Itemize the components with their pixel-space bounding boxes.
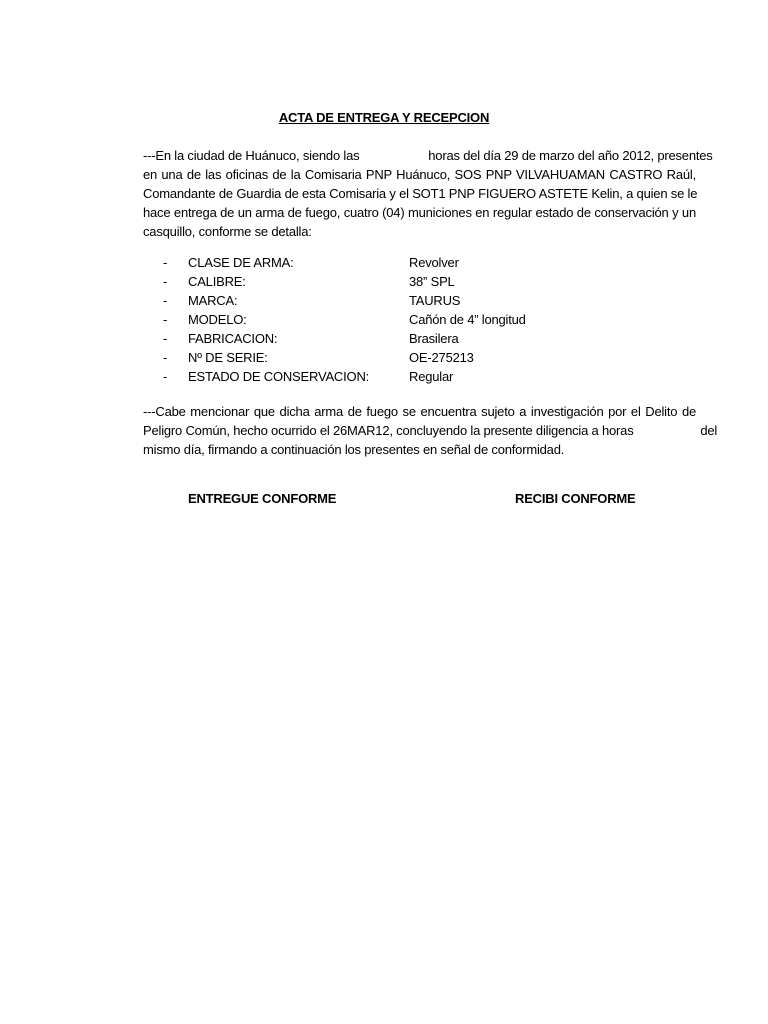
list-bullet: -: [163, 369, 168, 384]
list-bullet: -: [163, 255, 168, 270]
detail-label: MODELO:: [188, 312, 247, 327]
title-text: ACTA DE ENTREGA Y RECEPCION: [278, 110, 490, 125]
detail-label: MARCA:: [188, 293, 238, 308]
detail-label: FABRICACION:: [188, 331, 278, 346]
line-text: horas del día 29 de marzo del año 2012, presentes: [428, 148, 713, 163]
list-bullet: -: [163, 350, 168, 365]
detail-label: Nº DE SERIE:: [188, 350, 268, 365]
intro-paragraph: [143, 146, 713, 241]
detail-value: Regular: [409, 369, 454, 384]
detail-row: [143, 367, 696, 386]
weapon-details-list: [143, 253, 696, 386]
detail-value: Revolver: [409, 255, 459, 270]
paragraph-line: [143, 421, 718, 440]
paragraph-line: en una de las oficinas de la Comisaria PNP Huánuco, SOS PNP VILVAHUAMAN CASTRO Raúl,: [143, 167, 696, 182]
paragraph-line: [143, 146, 713, 165]
detail-row: [143, 310, 696, 329]
detail-label: CLASE DE ARMA:: [188, 255, 294, 270]
list-bullet: -: [163, 274, 168, 289]
document-title: [0, 110, 768, 125]
paragraph-line: casquillo, conforme se detalla:: [143, 224, 312, 239]
paragraph-line: hace entrega de un arma de fuego, cuatro (04) municiones en regular estado de conservación y un: [143, 205, 696, 220]
paragraph-line: Comandante de Guardia de esta Comisaria y el SOT1 PNP FIGUERO ASTETE Kelin, a quien se le: [143, 186, 698, 201]
detail-row: [143, 329, 696, 348]
detail-value: Cañón de 4” longitud: [409, 312, 526, 327]
detail-value: Brasilera: [409, 331, 459, 346]
detail-row: [143, 253, 696, 272]
detail-row: [143, 348, 696, 367]
detail-value: 38” SPL: [409, 274, 455, 289]
list-bullet: -: [163, 312, 168, 327]
line-text: del: [700, 423, 718, 438]
detail-label: ESTADO DE CONSERVACION:: [188, 369, 370, 384]
signature-received-label: RECIBI CONFORME: [515, 491, 636, 506]
detail-label: CALIBRE:: [188, 274, 246, 289]
paragraph-line: mismo día, firmando a continuación los presentes en señal de conformidad.: [143, 442, 565, 457]
signature-delivered-label: ENTREGUE CONFORME: [188, 491, 337, 506]
detail-value: TAURUS: [409, 293, 461, 308]
line-text: Peligro Común, hecho ocurrido el 26MAR12, concluyendo la presente diligencia a horas: [143, 423, 634, 438]
list-bullet: -: [163, 293, 168, 308]
detail-row: [143, 272, 696, 291]
detail-value: OE-275213: [409, 350, 474, 365]
paragraph-line: ---Cabe mencionar que dicha arma de fuego se encuentra sujeto a investigación por el Delito de: [143, 404, 696, 419]
closing-paragraph: [143, 402, 718, 459]
line-text: ---En la ciudad de Huánuco, siendo las: [143, 148, 360, 163]
list-bullet: -: [163, 331, 168, 346]
detail-row: [143, 291, 696, 310]
